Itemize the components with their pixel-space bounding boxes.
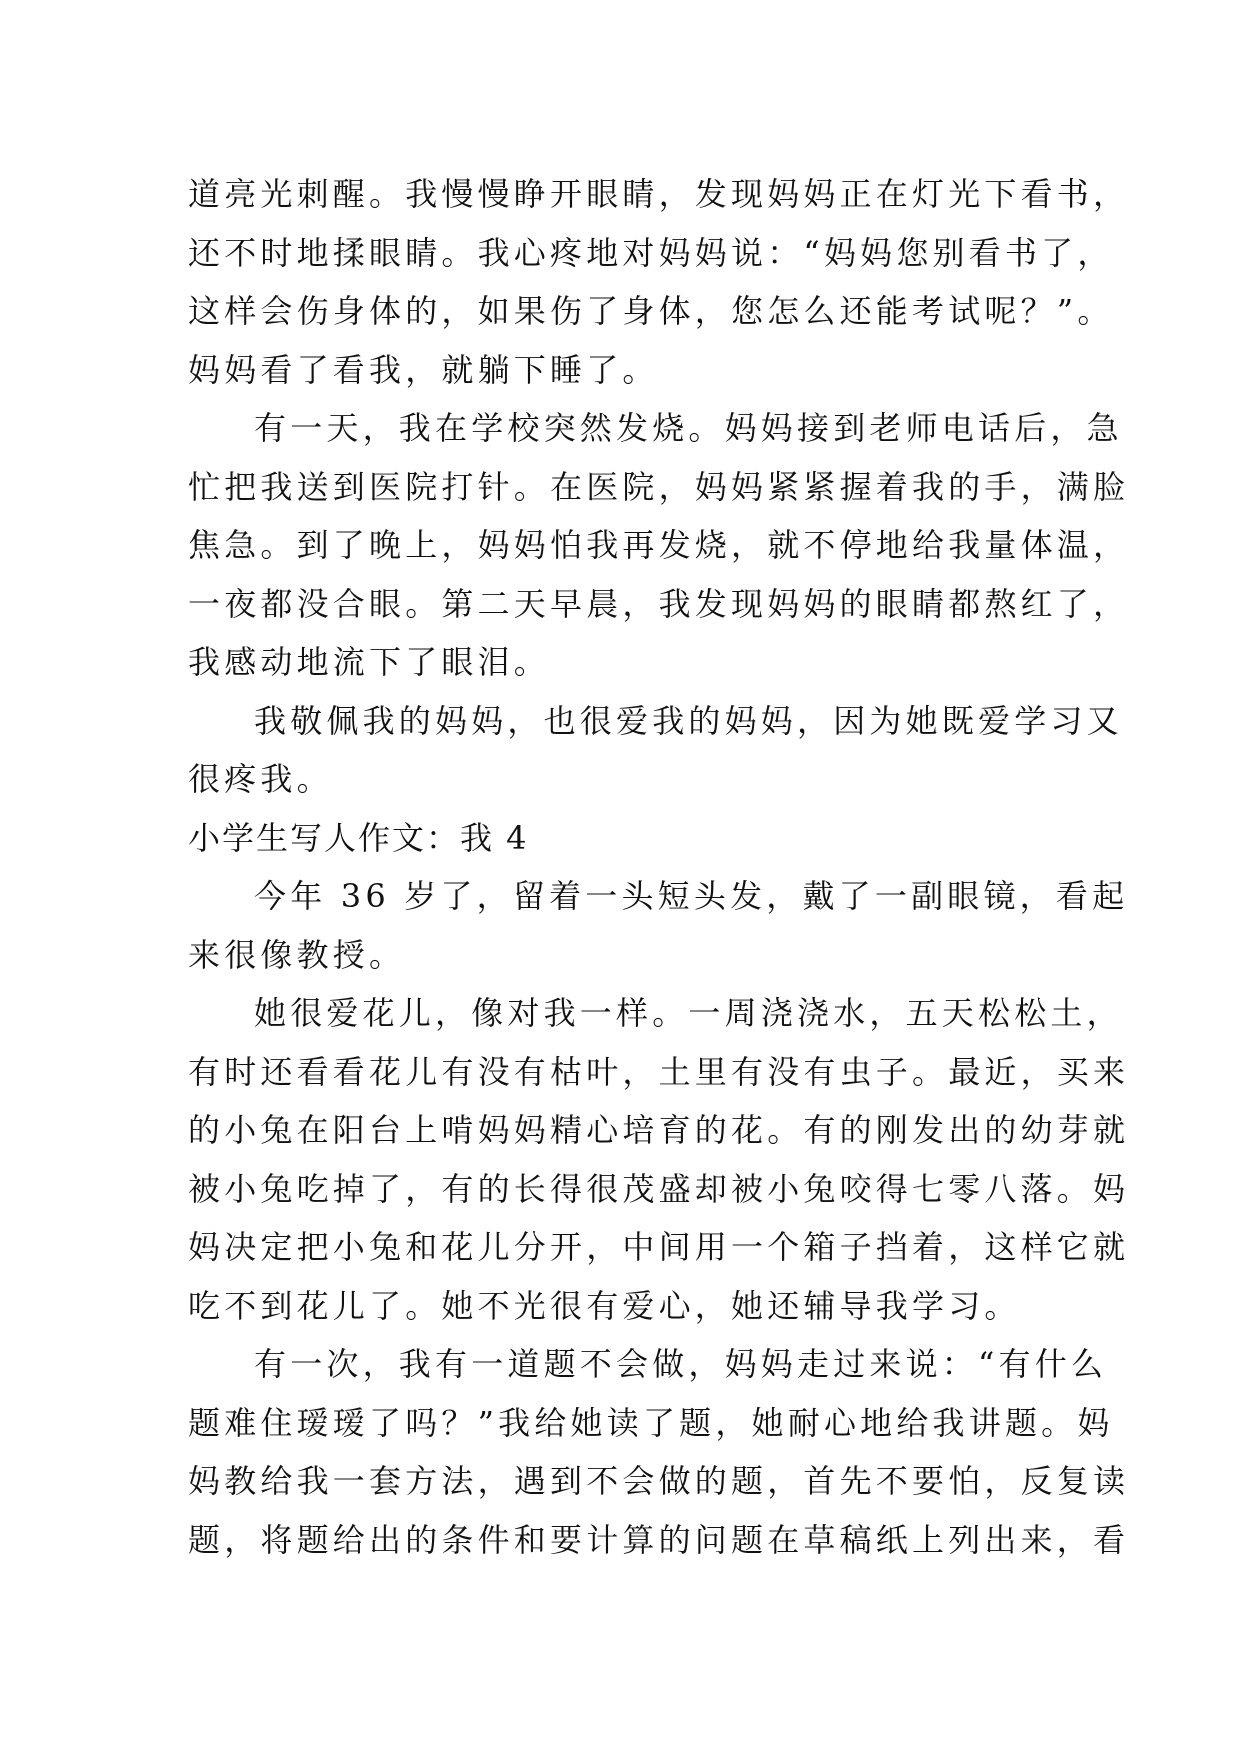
- text-line: 还不时地揉眼睛。我心疼地对妈妈说：“妈妈您别看书了，: [188, 233, 1114, 272]
- text-line: 吃不到花儿了。她不光很有爱心，她还辅导我学习。: [188, 1286, 1021, 1325]
- text-line: 妈妈看了看我，就躺下睡了。: [188, 350, 659, 389]
- text-line: 的小兔在阳台上啃妈妈精心培育的花。有的刚发出的幼芽就: [188, 1111, 1130, 1149]
- text-line: 题，将题给出的条件和要计算的问题在草稿纸上列出来，看: [188, 1520, 1130, 1559]
- text-line: 这样会伤身体的，如果伤了身体，您怎么还能考试呢？”。: [188, 292, 1114, 330]
- text-line: 有一次，我有一道题不会做，妈妈走过来说：“有什么: [254, 1345, 1108, 1383]
- text-line: 妈教给我一套方法，遇到不会做的题，首先不要怕，反复读: [188, 1462, 1130, 1500]
- text-line: 今年 36 岁了，留着一头短头发，戴了一副眼镜，看起: [254, 877, 1129, 915]
- text-line: 题难住瑷瑷了吗？”我给她读了题，她耐心地给我讲题。妈: [188, 1403, 1114, 1442]
- text-line: 忙把我送到医院打针。在医院，妈妈紧紧握着我的手，满脸: [188, 467, 1130, 506]
- text-line: 来很像教授。: [188, 935, 406, 974]
- text-line: 妈决定把小兔和花儿分开，中间用一个箱子挡着，这样它就: [188, 1228, 1130, 1266]
- text-line: 很疼我。: [188, 760, 333, 798]
- text-line: 有时还看看花儿有没有枯叶，土里有没有虫子。最近，买来: [188, 1052, 1130, 1091]
- text-line: 有一天，我在学校突然发烧。妈妈接到老师电话后，急: [254, 409, 1123, 447]
- document-body: [188, 165, 1130, 1569]
- text-line: 被小兔吃掉了，有的长得很茂盛却被小兔咬得七零八落。妈: [188, 1169, 1130, 1208]
- text-line: 她很爱花儿，像对我一样。一周浇浇水，五天松松土，: [254, 994, 1123, 1032]
- text-line: 焦急。到了晚上，妈妈怕我再发烧，就不停地给我量体温，: [188, 526, 1130, 564]
- text-line: 一夜都没合眼。第二天早晨，我发现妈妈的眼睛都熬红了，: [188, 584, 1130, 623]
- text-line: 道亮光刺醒。我慢慢睁开眼睛，发现妈妈正在灯光下看书，: [188, 175, 1130, 213]
- text-line: 我感动地流下了眼泪。: [188, 643, 551, 681]
- section-heading: 小学生写人作文：我 4: [188, 818, 529, 857]
- text-line: 我敬佩我的妈妈，也很爱我的妈妈，因为她既爱学习又: [254, 701, 1123, 740]
